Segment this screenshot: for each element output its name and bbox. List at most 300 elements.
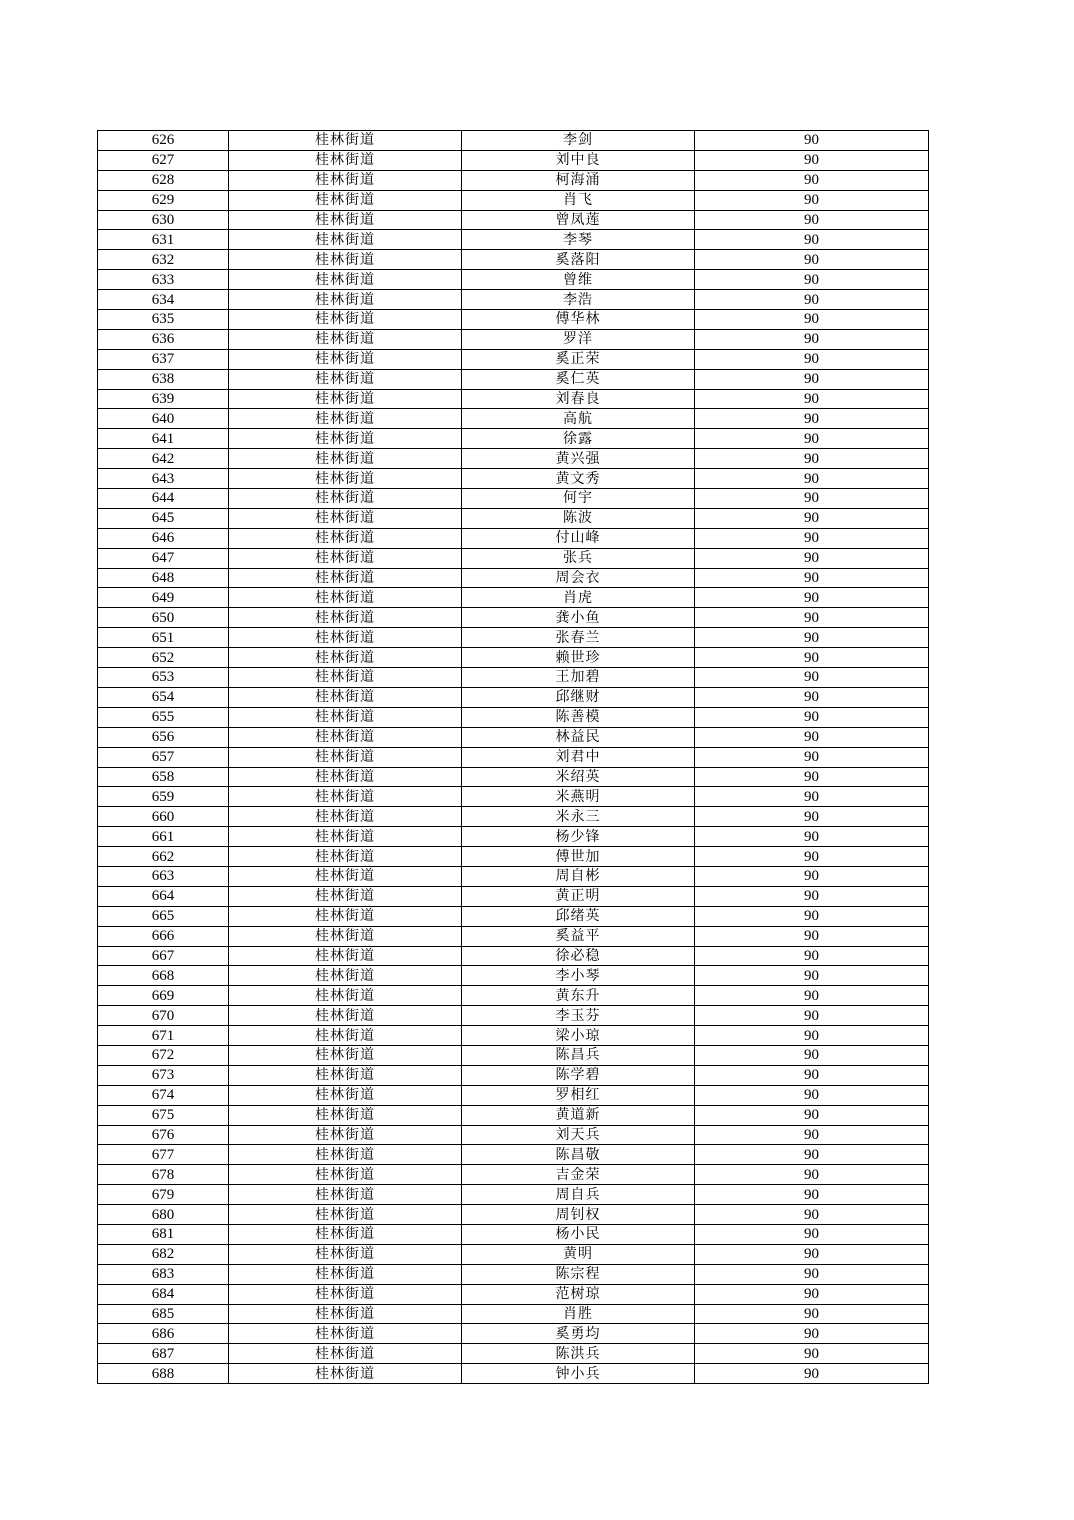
table-row (98, 150, 929, 170)
row-number-cell: 651 (98, 628, 229, 648)
row-number-cell: 641 (98, 429, 229, 449)
street-cell: 桂林街道 (229, 508, 462, 528)
person-name-cell: 肖胜 (462, 1304, 695, 1324)
street-cell: 桂林街道 (229, 1105, 462, 1125)
person-name-cell: 李剑 (462, 131, 695, 151)
table-row (98, 1224, 929, 1244)
person-name-cell: 刘天兵 (462, 1125, 695, 1145)
street-cell: 桂林街道 (229, 1264, 462, 1284)
row-number-cell: 635 (98, 310, 229, 330)
person-name-cell: 罗洋 (462, 329, 695, 349)
person-name-cell: 傅世加 (462, 847, 695, 867)
table-row (98, 1026, 929, 1046)
street-cell: 桂林街道 (229, 469, 462, 489)
score-cell: 90 (695, 369, 929, 389)
table-row (98, 966, 929, 986)
person-name-cell: 徐露 (462, 429, 695, 449)
table-row (98, 329, 929, 349)
person-name-cell: 王加碧 (462, 668, 695, 688)
person-name-cell: 陈波 (462, 508, 695, 528)
score-cell: 90 (695, 1006, 929, 1026)
person-name-cell: 黄正明 (462, 886, 695, 906)
street-cell: 桂林街道 (229, 1165, 462, 1185)
table-row (98, 787, 929, 807)
row-number-cell: 674 (98, 1085, 229, 1105)
row-number-cell: 669 (98, 986, 229, 1006)
score-cell: 90 (695, 290, 929, 310)
row-number-cell: 687 (98, 1344, 229, 1364)
table-row (98, 906, 929, 926)
street-cell: 桂林街道 (229, 886, 462, 906)
row-number-cell: 679 (98, 1185, 229, 1205)
score-cell: 90 (695, 329, 929, 349)
row-number-cell: 660 (98, 807, 229, 827)
score-cell: 90 (695, 1364, 929, 1384)
table-row (98, 1105, 929, 1125)
street-cell: 桂林街道 (229, 230, 462, 250)
table-row (98, 508, 929, 528)
table-row (98, 270, 929, 290)
street-cell: 桂林街道 (229, 747, 462, 767)
score-cell: 90 (695, 1125, 929, 1145)
score-cell: 90 (695, 250, 929, 270)
score-cell: 90 (695, 1304, 929, 1324)
table-row (98, 648, 929, 668)
person-name-cell: 钟小兵 (462, 1364, 695, 1384)
street-cell: 桂林街道 (229, 767, 462, 787)
table-row (98, 1344, 929, 1364)
person-name-cell: 陈昌敬 (462, 1145, 695, 1165)
street-cell: 桂林街道 (229, 1304, 462, 1324)
street-cell: 桂林街道 (229, 250, 462, 270)
street-cell: 桂林街道 (229, 270, 462, 290)
street-cell: 桂林街道 (229, 449, 462, 469)
street-cell: 桂林街道 (229, 190, 462, 210)
score-cell: 90 (695, 1324, 929, 1344)
score-cell: 90 (695, 170, 929, 190)
person-name-cell: 奚正荣 (462, 349, 695, 369)
table-row (98, 608, 929, 628)
score-cell: 90 (695, 310, 929, 330)
person-name-cell: 黄道新 (462, 1105, 695, 1125)
person-name-cell: 奚勇均 (462, 1324, 695, 1344)
table-row (98, 548, 929, 568)
table-row (98, 926, 929, 946)
row-number-cell: 677 (98, 1145, 229, 1165)
street-cell: 桂林街道 (229, 150, 462, 170)
person-name-cell: 邱绪英 (462, 906, 695, 926)
person-name-cell: 徐必稳 (462, 946, 695, 966)
table-row (98, 409, 929, 429)
score-cell: 90 (695, 230, 929, 250)
table-row (98, 588, 929, 608)
score-cell: 90 (695, 906, 929, 926)
row-number-cell: 655 (98, 707, 229, 727)
table-row (98, 1185, 929, 1205)
street-cell: 桂林街道 (229, 687, 462, 707)
row-number-cell: 632 (98, 250, 229, 270)
row-number-cell: 673 (98, 1065, 229, 1085)
row-number-cell: 683 (98, 1264, 229, 1284)
table-row (98, 886, 929, 906)
score-cell: 90 (695, 210, 929, 230)
row-number-cell: 688 (98, 1364, 229, 1384)
score-cell: 90 (695, 866, 929, 886)
row-number-cell: 639 (98, 389, 229, 409)
row-number-cell: 663 (98, 866, 229, 886)
roster-table-body (98, 131, 929, 1384)
row-number-cell: 630 (98, 210, 229, 230)
street-cell: 桂林街道 (229, 349, 462, 369)
row-number-cell: 658 (98, 767, 229, 787)
street-cell: 桂林街道 (229, 170, 462, 190)
street-cell: 桂林街道 (229, 1125, 462, 1145)
table-row (98, 986, 929, 1006)
score-cell: 90 (695, 1344, 929, 1364)
person-name-cell: 刘春良 (462, 389, 695, 409)
street-cell: 桂林街道 (229, 807, 462, 827)
row-number-cell: 678 (98, 1165, 229, 1185)
score-cell: 90 (695, 588, 929, 608)
person-name-cell: 米永三 (462, 807, 695, 827)
person-name-cell: 付山峰 (462, 528, 695, 548)
row-number-cell: 662 (98, 847, 229, 867)
row-number-cell: 645 (98, 508, 229, 528)
score-cell: 90 (695, 528, 929, 548)
row-number-cell: 633 (98, 270, 229, 290)
street-cell: 桂林街道 (229, 866, 462, 886)
table-row (98, 866, 929, 886)
table-row (98, 170, 929, 190)
street-cell: 桂林街道 (229, 1344, 462, 1364)
table-row (98, 449, 929, 469)
score-cell: 90 (695, 389, 929, 409)
table-row (98, 349, 929, 369)
table-row (98, 747, 929, 767)
street-cell: 桂林街道 (229, 986, 462, 1006)
score-cell: 90 (695, 787, 929, 807)
row-number-cell: 636 (98, 329, 229, 349)
row-number-cell: 670 (98, 1006, 229, 1026)
person-name-cell: 奚落阳 (462, 250, 695, 270)
score-cell: 90 (695, 1085, 929, 1105)
table-row (98, 290, 929, 310)
table-row (98, 807, 929, 827)
person-name-cell: 柯海涌 (462, 170, 695, 190)
table-row (98, 847, 929, 867)
score-cell: 90 (695, 568, 929, 588)
table-row (98, 369, 929, 389)
table-row (98, 1364, 929, 1384)
street-cell: 桂林街道 (229, 628, 462, 648)
street-cell: 桂林街道 (229, 389, 462, 409)
score-cell: 90 (695, 628, 929, 648)
score-cell: 90 (695, 1224, 929, 1244)
person-name-cell: 杨小民 (462, 1224, 695, 1244)
score-cell: 90 (695, 1205, 929, 1225)
street-cell: 桂林街道 (229, 1224, 462, 1244)
street-cell: 桂林街道 (229, 926, 462, 946)
person-name-cell: 陈宗程 (462, 1264, 695, 1284)
person-name-cell: 梁小琼 (462, 1026, 695, 1046)
score-cell: 90 (695, 469, 929, 489)
score-cell: 90 (695, 270, 929, 290)
table-row (98, 469, 929, 489)
row-number-cell: 682 (98, 1244, 229, 1264)
street-cell: 桂林街道 (229, 548, 462, 568)
score-cell: 90 (695, 409, 929, 429)
person-name-cell: 奚益平 (462, 926, 695, 946)
score-cell: 90 (695, 807, 929, 827)
table-row (98, 1304, 929, 1324)
street-cell: 桂林街道 (229, 946, 462, 966)
person-name-cell: 何宇 (462, 489, 695, 509)
score-cell: 90 (695, 489, 929, 509)
street-cell: 桂林街道 (229, 310, 462, 330)
score-cell: 90 (695, 449, 929, 469)
street-cell: 桂林街道 (229, 966, 462, 986)
score-cell: 90 (695, 429, 929, 449)
score-cell: 90 (695, 767, 929, 787)
table-row (98, 190, 929, 210)
score-cell: 90 (695, 131, 929, 151)
table-row (98, 528, 929, 548)
person-name-cell: 李浩 (462, 290, 695, 310)
score-cell: 90 (695, 707, 929, 727)
person-name-cell: 奚仁英 (462, 369, 695, 389)
person-name-cell: 肖飞 (462, 190, 695, 210)
score-cell: 90 (695, 946, 929, 966)
table-row (98, 310, 929, 330)
row-number-cell: 671 (98, 1026, 229, 1046)
street-cell: 桂林街道 (229, 1244, 462, 1264)
person-name-cell: 李玉芬 (462, 1006, 695, 1026)
score-cell: 90 (695, 886, 929, 906)
person-name-cell: 吉金荣 (462, 1165, 695, 1185)
row-number-cell: 654 (98, 687, 229, 707)
row-number-cell: 634 (98, 290, 229, 310)
person-name-cell: 黄文秀 (462, 469, 695, 489)
street-cell: 桂林街道 (229, 131, 462, 151)
row-number-cell: 637 (98, 349, 229, 369)
person-name-cell: 刘中良 (462, 150, 695, 170)
street-cell: 桂林街道 (229, 707, 462, 727)
score-cell: 90 (695, 926, 929, 946)
street-cell: 桂林街道 (229, 210, 462, 230)
street-cell: 桂林街道 (229, 727, 462, 747)
score-cell: 90 (695, 1284, 929, 1304)
person-name-cell: 傅华林 (462, 310, 695, 330)
score-cell: 90 (695, 150, 929, 170)
row-number-cell: 681 (98, 1224, 229, 1244)
person-name-cell: 米绍英 (462, 767, 695, 787)
street-cell: 桂林街道 (229, 827, 462, 847)
table-row (98, 1045, 929, 1065)
score-cell: 90 (695, 1244, 929, 1264)
street-cell: 桂林街道 (229, 489, 462, 509)
row-number-cell: 638 (98, 369, 229, 389)
score-cell: 90 (695, 1026, 929, 1046)
row-number-cell: 686 (98, 1324, 229, 1344)
person-name-cell: 高航 (462, 409, 695, 429)
street-cell: 桂林街道 (229, 1364, 462, 1384)
street-cell: 桂林街道 (229, 1185, 462, 1205)
table-row (98, 946, 929, 966)
row-number-cell: 661 (98, 827, 229, 847)
row-number-cell: 653 (98, 668, 229, 688)
street-cell: 桂林街道 (229, 1205, 462, 1225)
street-cell: 桂林街道 (229, 648, 462, 668)
score-cell: 90 (695, 1105, 929, 1125)
row-number-cell: 646 (98, 528, 229, 548)
person-name-cell: 陈学碧 (462, 1065, 695, 1085)
table-row (98, 827, 929, 847)
person-name-cell: 陈昌兵 (462, 1045, 695, 1065)
street-cell: 桂林街道 (229, 1065, 462, 1085)
score-cell: 90 (695, 1165, 929, 1185)
score-cell: 90 (695, 349, 929, 369)
row-number-cell: 684 (98, 1284, 229, 1304)
row-number-cell: 668 (98, 966, 229, 986)
row-number-cell: 659 (98, 787, 229, 807)
person-name-cell: 林益民 (462, 727, 695, 747)
street-cell: 桂林街道 (229, 1006, 462, 1026)
table-row (98, 1244, 929, 1264)
row-number-cell: 628 (98, 170, 229, 190)
score-cell: 90 (695, 727, 929, 747)
row-number-cell: 665 (98, 906, 229, 926)
row-number-cell: 675 (98, 1105, 229, 1125)
row-number-cell: 647 (98, 548, 229, 568)
row-number-cell: 631 (98, 230, 229, 250)
score-cell: 90 (695, 847, 929, 867)
person-name-cell: 周会衣 (462, 568, 695, 588)
table-row (98, 568, 929, 588)
person-name-cell: 周自兵 (462, 1185, 695, 1205)
score-cell: 90 (695, 648, 929, 668)
score-cell: 90 (695, 986, 929, 1006)
row-number-cell: 626 (98, 131, 229, 151)
row-number-cell: 656 (98, 727, 229, 747)
street-cell: 桂林街道 (229, 369, 462, 389)
table-row (98, 1165, 929, 1185)
person-name-cell: 黄兴强 (462, 449, 695, 469)
score-cell: 90 (695, 1145, 929, 1165)
row-number-cell: 650 (98, 608, 229, 628)
score-cell: 90 (695, 1065, 929, 1085)
table-row (98, 1264, 929, 1284)
street-cell: 桂林街道 (229, 409, 462, 429)
person-name-cell: 黄东升 (462, 986, 695, 1006)
street-cell: 桂林街道 (229, 1085, 462, 1105)
row-number-cell: 676 (98, 1125, 229, 1145)
table-row (98, 727, 929, 747)
row-number-cell: 667 (98, 946, 229, 966)
table-row (98, 389, 929, 409)
street-cell: 桂林街道 (229, 668, 462, 688)
score-cell: 90 (695, 827, 929, 847)
table-row (98, 1065, 929, 1085)
person-name-cell: 李小琴 (462, 966, 695, 986)
street-cell: 桂林街道 (229, 528, 462, 548)
row-number-cell: 644 (98, 489, 229, 509)
street-cell: 桂林街道 (229, 1145, 462, 1165)
table-row (98, 230, 929, 250)
table-row (98, 210, 929, 230)
person-name-cell: 龚小鱼 (462, 608, 695, 628)
person-name-cell: 曾维 (462, 270, 695, 290)
row-number-cell: 657 (98, 747, 229, 767)
person-name-cell: 陈洪兵 (462, 1344, 695, 1364)
table-row (98, 767, 929, 787)
street-cell: 桂林街道 (229, 608, 462, 628)
score-cell: 90 (695, 966, 929, 986)
row-number-cell: 672 (98, 1045, 229, 1065)
street-cell: 桂林街道 (229, 1045, 462, 1065)
row-number-cell: 652 (98, 648, 229, 668)
person-name-cell: 米燕明 (462, 787, 695, 807)
table-row (98, 489, 929, 509)
table-row (98, 668, 929, 688)
street-cell: 桂林街道 (229, 429, 462, 449)
person-name-cell: 杨少锋 (462, 827, 695, 847)
person-name-cell: 李琴 (462, 230, 695, 250)
street-cell: 桂林街道 (229, 290, 462, 310)
person-name-cell: 曾凤莲 (462, 210, 695, 230)
street-cell: 桂林街道 (229, 787, 462, 807)
row-number-cell: 629 (98, 190, 229, 210)
row-number-cell: 664 (98, 886, 229, 906)
table-row (98, 1085, 929, 1105)
person-name-cell: 刘君中 (462, 747, 695, 767)
person-name-cell: 张春兰 (462, 628, 695, 648)
table-row (98, 707, 929, 727)
person-name-cell: 范树琼 (462, 1284, 695, 1304)
score-cell: 90 (695, 608, 929, 628)
score-cell: 90 (695, 1045, 929, 1065)
street-cell: 桂林街道 (229, 588, 462, 608)
table-row (98, 1125, 929, 1145)
row-number-cell: 643 (98, 469, 229, 489)
table-row (98, 628, 929, 648)
table-row (98, 429, 929, 449)
person-name-cell: 罗相红 (462, 1085, 695, 1105)
person-name-cell: 邱继财 (462, 687, 695, 707)
score-cell: 90 (695, 668, 929, 688)
street-cell: 桂林街道 (229, 1284, 462, 1304)
score-cell: 90 (695, 687, 929, 707)
street-cell: 桂林街道 (229, 1026, 462, 1046)
table-row (98, 1284, 929, 1304)
person-name-cell: 黄明 (462, 1244, 695, 1264)
row-number-cell: 666 (98, 926, 229, 946)
score-cell: 90 (695, 508, 929, 528)
score-cell: 90 (695, 548, 929, 568)
person-name-cell: 肖虎 (462, 588, 695, 608)
street-cell: 桂林街道 (229, 568, 462, 588)
table-row (98, 131, 929, 151)
person-name-cell: 赖世珍 (462, 648, 695, 668)
score-cell: 90 (695, 1264, 929, 1284)
row-number-cell: 642 (98, 449, 229, 469)
table-row (98, 1006, 929, 1026)
row-number-cell: 627 (98, 150, 229, 170)
table-row (98, 250, 929, 270)
street-cell: 桂林街道 (229, 329, 462, 349)
person-name-cell: 周自彬 (462, 866, 695, 886)
score-cell: 90 (695, 1185, 929, 1205)
roster-table (97, 130, 929, 1384)
